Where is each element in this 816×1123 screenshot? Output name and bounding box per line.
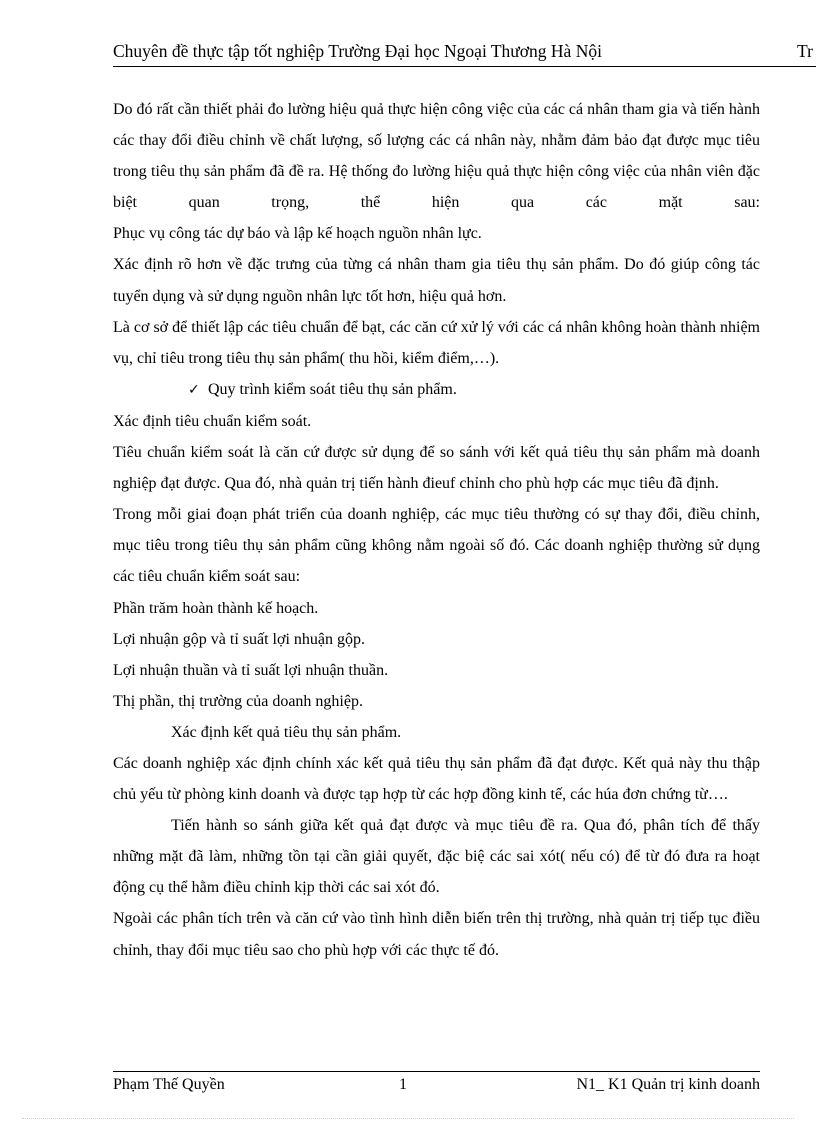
document-body: [113, 94, 760, 966]
page-footer: [113, 1071, 760, 1096]
checkmark-icon: ✓: [188, 381, 200, 398]
header-title: Chuyên đề thực tập tốt nghiệp Trường Đại học Ngoại Thương Hà Nội: [113, 41, 602, 61]
paragraph: Xác định tiêu chuẩn kiểm soát.: [113, 412, 312, 430]
paragraph: Lợi nhuận thuần và tỉ suất lợi nhuận thuần.: [113, 661, 389, 679]
header-trailing-text: Tr: [797, 41, 813, 61]
page-number: 1: [399, 1076, 407, 1093]
checklist-item: [113, 374, 760, 406]
paragraph: Phục vụ công tác dự báo và lập kế hoạch nguồn nhân lực.: [113, 225, 482, 243]
paragraph: Tiêu chuẩn kiểm soát là căn cứ được sử dụng để so sánh với kết quả tiêu thụ sản phẩm mà doanh nghiệp đạt được. Qua đó, nhà quản trị tiến hành đieuf chỉnh cho phù hợp các mục tiêu đã định.: [113, 444, 760, 493]
paragraph: Ngoài các phân tích trên và căn cứ vào tình hình diễn biến trên thị trường, nhà quản trị tiếp tục điều chỉnh, thay đổi mục tiêu sao cho phù hợp với các thực tế đó.: [113, 910, 760, 959]
paragraph: Do đó rất cần thiết phải đo lường hiệu quả thực hiện công việc của các cá nhân tham gia và tiến hành các thay đổi điều chỉnh về chất lượng, số lượng các cá nhân này, nhằm đảm bảo đạt được mục tiêu trong tiêu thụ sản phẩm đã đề ra. Hệ thống đo lường hiệu quả thực hiện công việc của nhân viên đặc biệt quan trọng, thể hiện qua các mặt sau:: [113, 101, 760, 212]
footer-author: Phạm Thế Quyền: [113, 1076, 225, 1093]
footer-class: N1_ K1 Quản trị kinh doanh: [576, 1076, 760, 1093]
checklist-item-text: Quy trình kiểm soát tiêu thụ sản phẩm.: [208, 380, 457, 398]
paragraph: Lợi nhuận gộp và tỉ suất lợi nhuận gộp.: [113, 630, 365, 648]
paragraph: Là cơ sở để thiết lập các tiêu chuẩn để bạt, các căn cứ xử lý với các cá nhân không hoàn thành nhiệm vụ, chỉ tiêu trong tiêu thụ sản phẩm( thu hồi, kiểm điểm,…).: [113, 318, 760, 367]
paragraph: Phần trăm hoàn thành kế hoạch.: [113, 599, 319, 617]
paragraph: Trong mỗi giai đoạn phát triển của doanh nghiệp, các mục tiêu thường có sự thay đổi, điều chỉnh, mục tiêu trong tiêu thụ sản phẩm cũng không nằm ngoài số đó. Các doanh nghiệp thường sử dụng các tiêu chuẩn kiểm soát sau:: [113, 506, 760, 586]
paragraph: Các doanh nghiệp xác định chính xác kết quả tiêu thụ sản phẩm đã đạt được. Kết quả này thu thập chủ yếu từ phòng kinh doanh và được tạp hợp từ các hợp đồng kinh tế, các húa đơn chứng từ….: [113, 754, 760, 804]
paragraph: Xác định rõ hơn về đặc trưng của từng cá nhân tham gia tiêu thụ sản phẩm. Do đó giúp công tác tuyển dụng và sử dụng nguồn nhân lực tốt hơn, hiệu quả hơn.: [113, 256, 760, 305]
paragraph: Thị phần, thị trường của doanh nghiệp.: [113, 692, 363, 710]
section-heading: Xác định kết quả tiêu thụ sản phẩm.: [171, 723, 402, 741]
page-bottom-divider: [22, 1118, 794, 1119]
page-header: [113, 40, 816, 67]
paragraph: Tiến hành so sánh giữa kết quả đạt được và mục tiêu đề ra. Qua đó, phân tích để thấy những mặt đã làm, những tồn tại cần giải quyết, đặc biệ các sai xót( nếu có) để từ đó đưa ra hoạt động cụ thể hằm điều chỉnh kịp thời các sai xót đó.: [113, 817, 760, 897]
